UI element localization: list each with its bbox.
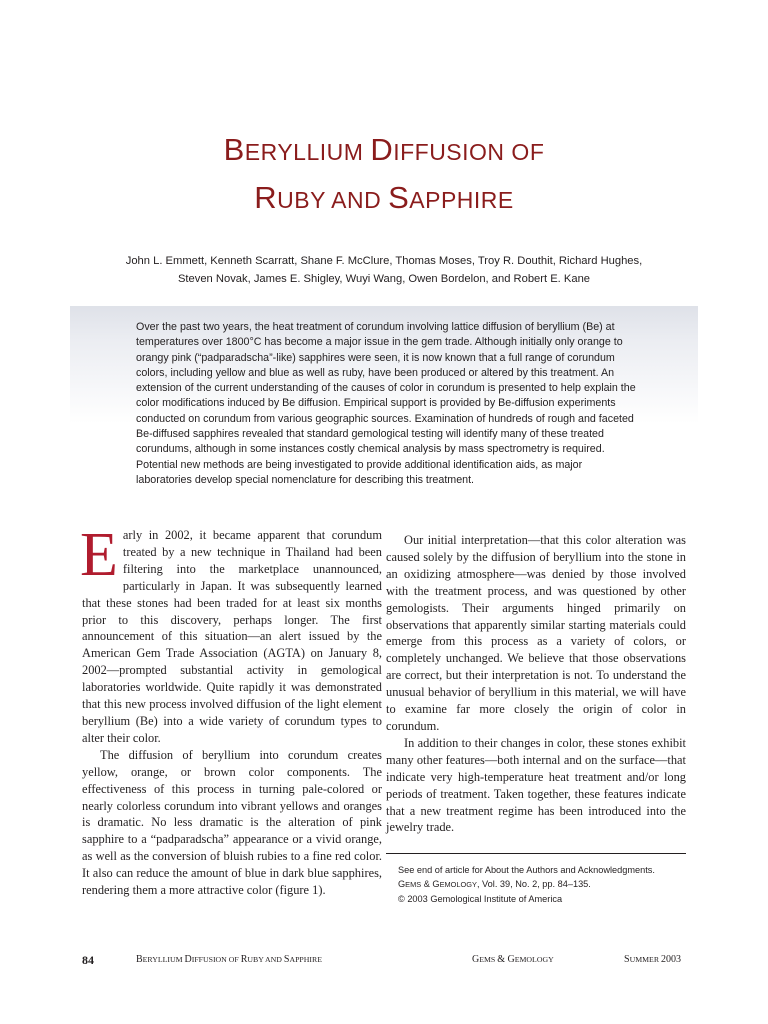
paragraph-3: Our initial interpretation—that this color alteration was caused solely by the diffusion of beryllium into the stone in an oxidizing atmosphere—was denied by those involved with the treatment process, and was questioned by other gemologists. Their arguments hinged primarily on observations that apparently similar starting materials could emerge from this process as a variety of colors, or completely unchanged. We believe that those observations are correct, but their interpretation is not. To understand the unusual behavior of beryllium in this material, we will have to examine far more closely the origin of color in corundum. (386, 533, 686, 733)
author-line-1: John L. Emmett, Kenneth Scarratt, Shane F. McClure, Thomas Moses, Troy R. Douthit, Richard Hughes, (125, 255, 643, 267)
footnote-line-1: See end of article for About the Authors and Acknowledgments. (398, 865, 655, 875)
article-title (0, 127, 768, 223)
paragraph-2: The diffusion of beryllium into corundum creates yellow, orange, or brown color components. The effectiveness of this process in turning pale-colored or nearly colorless corundum into vibrant yellows and oranges is dramatic. No less dramatic is the alteration of pink sapphire to a “padparadscha” appearance or a vivid orange, as well as the conversion of bluish rubies to a fine red color. It also can reduce the amount of blue in dark blue sapphires, rendering them a more attractive color (figure 1). (82, 747, 382, 898)
author-line-2: Steven Novak, James E. Shigley, Wuyi Wang, Owen Bordelon, and Robert E. Kane (177, 273, 591, 285)
paragraph-4: In addition to their changes in color, these stones exhibit many other features—both internal and on the surface—that indicate very high-temperature heat treatment and/or long periods of treatment. Taken together, these features indicate that a new treatment regime has been introduced into the jewelry trade. (386, 735, 686, 835)
paragraph-1: Early in 2002, it became apparent that corundum treated by a new technique in Thailand had been filtering into the marketplace unannounced, particularly in Japan. It was subsequently learned that these stones had been traded for at least six months prior to this discovery, perhaps longer. The first announcement of this situation—an alert issued by the American Gem Trade Association (AGTA) on January 8, 2002—prompted substantial activity in gemological laboratories worldwide. Quite rapidly it was demonstrated that this new process involved diffusion of the light element beryllium (Be) into a wide variety of corundum types to alter their color. (80, 521, 382, 745)
title-line-1: BERYLLIUM DIFFUSION OF (223, 132, 545, 167)
author-list (70, 252, 698, 288)
title-line-2: RUBY AND SAPPHIRE (254, 180, 514, 215)
body-column-right (386, 532, 686, 836)
drop-cap: E (80, 521, 118, 589)
abstract: Over the past two years, the heat treatment of corundum involving lattice diffusion of beryllium (Be) at temperatures over 1800°C has become a major issue in the gem trade. Although initially only orange to orangy pink (“padparadscha”-like) sapphires were seen, it is now known that a full range of corundum colors, including yellow and blue as well as ruby, have been produced or altered by this treatment. An extension of the current understanding of the causes of color in corundum is presented to help explain the color modifications induced by Be diffusion. Empirical support is provided by Be-diffusion experiments conducted on corundum from various geographic sources. Examination of hundreds of rough and faceted Be-diffused sapphires revealed that standard gemological testing will identify many of these treated corundums, although in some instances costly chemical analysis by mass spectrometry is required. Potential new methods are being investigated to provide additional identification aids, as major laboratories develop special nomenclature for describing this treatment. (136, 321, 636, 486)
footnote-citation: GEMS & GEMOLOGY, Vol. 39, No. 2, pp. 84–135. (398, 879, 591, 890)
page-number: 84 (82, 953, 94, 967)
footnote (398, 863, 688, 907)
footnote-copyright: © 2003 Gemological Institute of America (398, 894, 563, 905)
issue-date: SUMMER 2003 (624, 954, 681, 965)
page-footer (0, 954, 768, 968)
running-title: BERYLLIUM DIFFUSION OF RUBY AND SAPPHIRE (136, 954, 322, 965)
footnote-divider (386, 853, 686, 854)
journal-name: GEMS & GEMOLOGY (472, 954, 554, 965)
body-column-left (80, 521, 382, 899)
